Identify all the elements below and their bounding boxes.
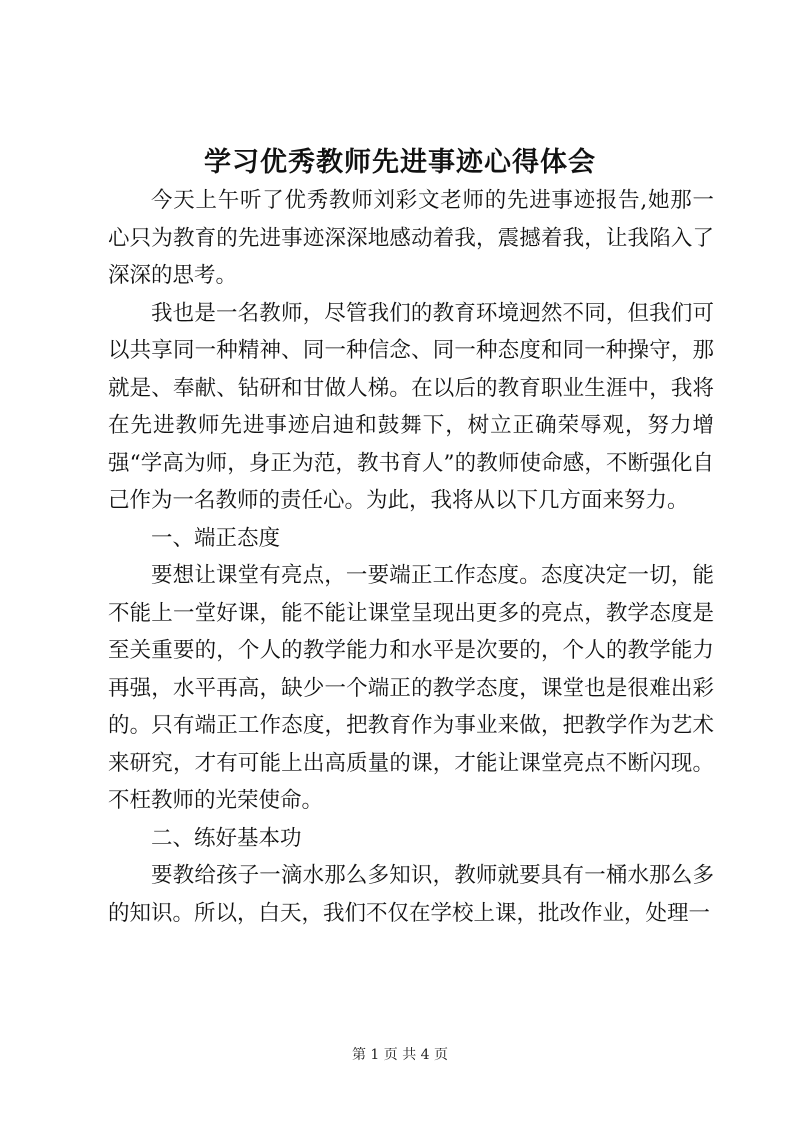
paragraph-attitude: 要想让课堂有亮点，一要端正工作态度。态度决定一切，能不能上一堂好课，能不能让课堂呈现出更多的亮点，教学态度是至关重要的，个人的教学能力和水平是次要的，个人的教学能力再强，水平再高，缺少一个端正的教学态度，课堂也是很难出彩的。只有端正工作态度，把教育作为事业来做，把教学作为艺术来研究，才有可能上出高质量的课，才能让课堂亮点不断闪现。不枉教师的光荣使命。 [108,563,714,813]
document-body [108,182,714,932]
paragraph-basic-skills: 要教给孩子一滴水那么多知识，教师就要具有一桶水那么多的知识。所以，白天，我们不仅在学校上课，批改作业，处理一 [108,863,714,926]
paragraph-intro: 今天上午听了优秀教师刘彩文老师的先进事迹报告,她那一心只为教育的先进事迹深深地感动着我，震撼着我，让我陷入了深深的思考。 [108,188,714,288]
page-title: 学习优秀教师先进事迹心得体会 [204,147,596,178]
paragraph-commitment: 我也是一名教师，尽管我们的教育环境迥然不同，但我们可以共享同一种精神、同一种信念、同一种态度和同一种操守，那就是、奉献、钻研和甘做人梯。在以后的教育职业生涯中，我将在先进教师先进事迹启迪和鼓舞下，树立正确荣辱观，努力增强“学高为师，身正为范，教书育人”的教师使命感，不断强化自己作为一名教师的责任心。为此，我将从以下几方面来努力。 [108,300,714,513]
section-heading-basic-skills: 二、练好基本功 [151,825,302,851]
section-heading-attitude: 一、端正态度 [151,525,281,551]
page-number-footer: 第 1 页 共 4 页 [351,1047,449,1063]
